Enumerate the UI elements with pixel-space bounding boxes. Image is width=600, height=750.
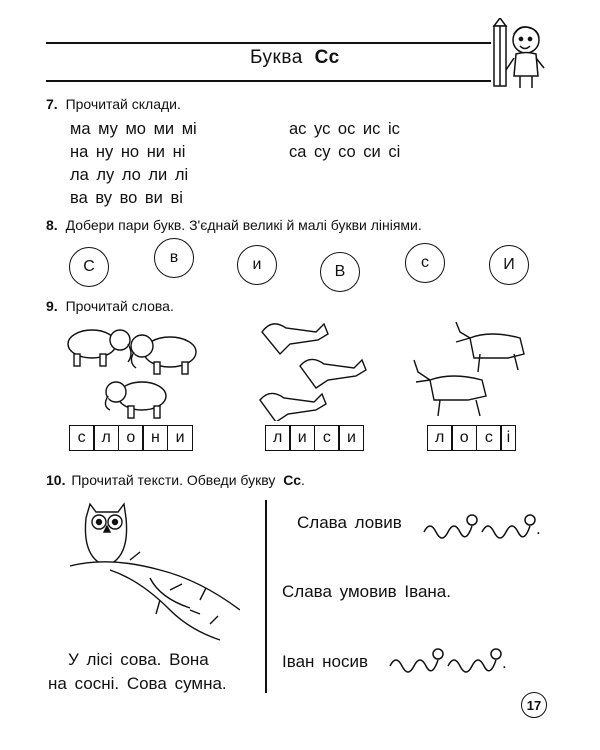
task10-heading: 10. Прочитай тексти. Обведи букву Сс. — [46, 472, 305, 488]
letter-box: н — [142, 425, 168, 451]
owl-illustration — [70, 500, 240, 645]
word-boxes-losi — [428, 425, 516, 451]
letter-circle[interactable] — [69, 247, 109, 287]
page-number — [521, 692, 547, 718]
letter: С — [83, 258, 95, 275]
task9-instruction: Прочитай слова. — [65, 298, 174, 314]
task10-instruction: Прочитай тексти. Обведи букву — [71, 472, 276, 488]
syllable-row: ла лу ло ли лі — [70, 166, 189, 184]
task7-heading — [46, 96, 181, 112]
task10-letter: Сс — [283, 472, 302, 488]
letter: с — [421, 254, 429, 271]
letter-box: і — [500, 425, 516, 451]
foxes-illustration — [252, 316, 392, 421]
syllable-row: са су со си сі — [289, 143, 401, 161]
letter-box: с — [314, 425, 340, 451]
sentence-1: Слава ловив — [297, 513, 402, 532]
task8-heading — [46, 217, 422, 233]
letter: И — [503, 256, 515, 273]
task10-number: 10. — [46, 472, 66, 488]
word-boxes-lysy — [266, 425, 364, 451]
letter-circle[interactable] — [489, 245, 529, 285]
letter-box: л — [93, 425, 119, 451]
letter-box: л — [427, 425, 453, 451]
letter-box: и — [289, 425, 315, 451]
sentence-3: Іван носив — [282, 652, 368, 671]
task9-number: 9. — [46, 298, 58, 314]
task7-instruction: Прочитай склади. — [65, 96, 181, 112]
snakes-icon — [420, 510, 545, 540]
letter-box: о — [118, 425, 144, 451]
letter-box: о — [451, 425, 477, 451]
task9-heading — [46, 298, 174, 314]
syllable-row: ма му мо ми мі — [70, 120, 197, 138]
svg-text:.: . — [502, 653, 507, 672]
header-bottom-line — [46, 80, 491, 82]
syllables-right — [289, 118, 400, 164]
title-word: Буква — [250, 47, 303, 68]
header-top-line — [46, 42, 491, 44]
letter-circle[interactable] — [154, 238, 194, 278]
snakes-icon-2 — [386, 644, 511, 674]
word-boxes-slony — [70, 425, 193, 451]
sentence-2: Слава умовив Івана. — [282, 582, 451, 601]
letter-box: и — [338, 425, 364, 451]
letter: В — [334, 263, 346, 280]
letter: и — [252, 256, 262, 273]
owl-text-line: на сосні. Сова сумна. — [48, 674, 227, 693]
syllable-row: ва ву во ви ві — [70, 189, 183, 207]
task8-instruction: Добери пари букв. З'єднай великі й малі букви лініями. — [65, 217, 422, 233]
letter-box: и — [167, 425, 193, 451]
title-letter: Сс — [314, 47, 340, 68]
column-divider — [265, 500, 267, 693]
owl-text-line: У лісі сова. Вона — [68, 650, 209, 669]
letter-circle[interactable] — [405, 243, 445, 283]
task7-number: 7. — [46, 96, 58, 112]
letter: в — [169, 249, 179, 266]
page-number-text: 17 — [526, 697, 542, 713]
syllables-left — [70, 118, 197, 210]
page-title — [250, 47, 340, 69]
letter-box: л — [265, 425, 291, 451]
letter-box: с — [476, 425, 502, 451]
svg-text:.: . — [536, 519, 541, 538]
pencil-boy-illustration — [490, 18, 550, 92]
syllable-row: на ну но ни ні — [70, 143, 186, 161]
task8-number: 8. — [46, 217, 58, 233]
elephants-illustration — [62, 322, 222, 422]
letter-circle[interactable] — [320, 252, 360, 292]
syllable-row: ас ус ос ис іс — [289, 120, 400, 138]
letter-box: с — [69, 425, 95, 451]
letter-circle[interactable] — [237, 245, 277, 285]
moose-illustration — [410, 318, 540, 418]
